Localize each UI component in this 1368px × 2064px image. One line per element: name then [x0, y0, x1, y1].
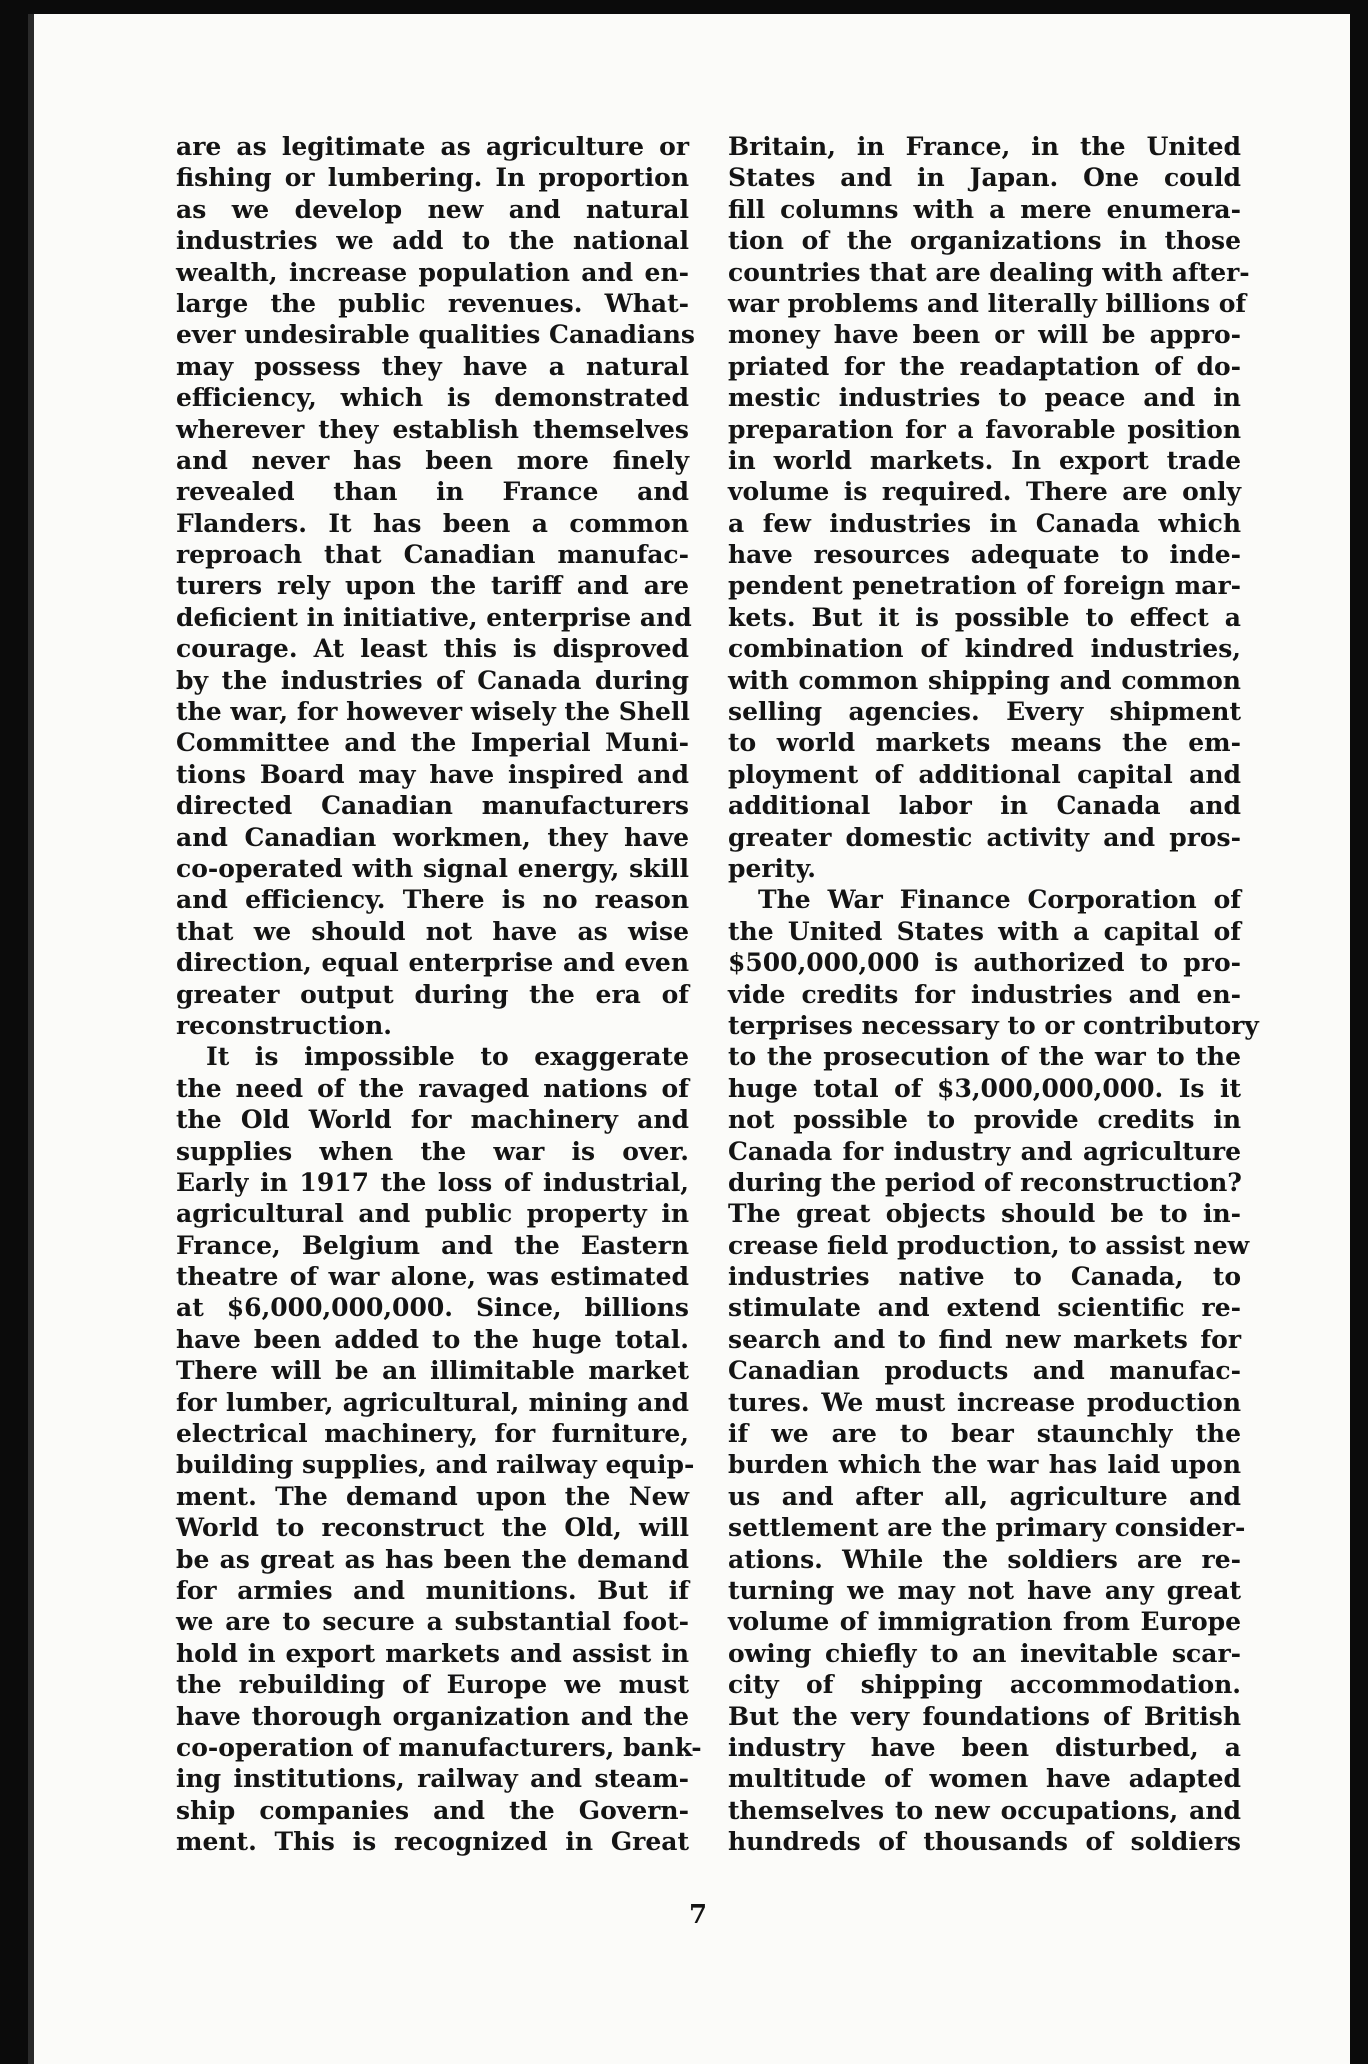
text-line: co-operated with signal energy, skill — [176, 853, 689, 883]
text-line: greater output during the era of — [176, 979, 689, 1009]
text-line: volume is required. There are only — [728, 477, 1241, 507]
text-line: to the prosecution of the war to the — [728, 1042, 1241, 1072]
document-page — [28, 14, 1350, 2064]
text-line: electrical machinery, for furniture, — [176, 1419, 689, 1449]
text-line: at $6,000,000,000. Since, billions — [176, 1293, 689, 1323]
paragraph — [176, 131, 695, 1041]
text-line: be as great as has been the demand — [176, 1544, 689, 1574]
text-line: fill columns with a mere enumera- — [728, 194, 1241, 224]
text-line: hold in export markets and assist in — [176, 1638, 689, 1668]
paragraph — [728, 884, 1259, 1857]
text-line: with common shipping and common — [728, 665, 1241, 695]
text-line: multitude of women have adapted — [728, 1764, 1241, 1794]
text-line: courage. At least this is disproved — [176, 634, 689, 664]
text-line: the United States with a capital of — [728, 916, 1241, 946]
text-line: The great objects should be to in- — [728, 1199, 1241, 1229]
paragraph — [176, 1041, 702, 1857]
text-line: during the period of reconstruction? — [728, 1167, 1242, 1197]
text-line: huge total of $3,000,000,000. Is it — [728, 1073, 1241, 1103]
text-line: tion of the organizations in those — [728, 226, 1241, 256]
text-line: and never has been more finely — [176, 445, 689, 475]
text-line: have been added to the huge total. — [176, 1324, 689, 1354]
text-line: There will be an illimitable market — [176, 1356, 689, 1386]
text-line: kets. But it is possible to effect a — [728, 602, 1241, 632]
text-line: Committee and the Imperial Muni- — [176, 728, 689, 758]
text-line: are as legitimate as agriculture or — [176, 132, 689, 161]
text-line: ing institutions, railway and steam- — [176, 1764, 689, 1794]
text-line: It is impossible to exaggerate — [206, 1042, 689, 1072]
text-line: States and in Japan. One could — [728, 163, 1241, 193]
text-line: a few industries in Canada which — [728, 508, 1241, 538]
text-line: owing chiefly to an inevitable scar- — [728, 1638, 1241, 1668]
text-line: ment. This is recognized in Great — [176, 1827, 689, 1857]
text-line: volume of immigration from Europe — [728, 1607, 1241, 1637]
text-line: as we develop new and natural — [176, 194, 689, 224]
text-line: hundreds of thousands of soldiers — [728, 1827, 1241, 1857]
text-line: may possess they have a natural — [176, 351, 689, 381]
text-line: industries we add to the national — [176, 226, 689, 256]
text-line: crease field production, to assist new — [728, 1230, 1250, 1260]
page-number: 7 — [688, 1900, 708, 1930]
text-line: war problems and literally billions of — [728, 288, 1247, 318]
text-line: efficiency, which is demonstrated — [176, 383, 689, 413]
text-line: turers rely upon the tariff and are — [176, 571, 689, 601]
text-line: preparation for a favorable position — [728, 414, 1241, 444]
text-line: ployment of additional capital and — [728, 759, 1241, 789]
text-line: Flanders. It has been a common — [176, 508, 689, 538]
text-line: priated for the readaptation of do- — [728, 351, 1241, 381]
text-line: But the very foundations of British — [728, 1701, 1241, 1731]
text-line: and efficiency. There is no reason — [176, 885, 689, 915]
text-line: us and after all, agriculture and — [728, 1481, 1241, 1511]
text-line: search and to find new markets for — [728, 1324, 1241, 1354]
text-line: wealth, increase population and en- — [176, 257, 689, 287]
text-line: we are to secure a substantial foot- — [176, 1607, 689, 1637]
text-line: deficient in initiative, enterprise and — [176, 602, 692, 632]
text-line: $500,000,000 is authorized to pro- — [728, 948, 1241, 978]
text-line: theatre of war alone, was estimated — [176, 1262, 689, 1292]
text-line: revealed than in France and — [176, 477, 689, 507]
text-line: supplies when the war is over. — [176, 1136, 689, 1166]
text-line: have thorough organization and the — [176, 1701, 689, 1731]
text-line: directed Canadian manufacturers — [176, 791, 689, 821]
text-line: Britain, in France, in the United — [728, 132, 1241, 161]
text-line: ship companies and the Govern- — [176, 1795, 689, 1825]
text-line: by the industries of Canada during — [176, 665, 689, 695]
text-line: direction, equal enterprise and even — [176, 948, 689, 978]
text-line: ever undesirable qualities Canadians — [176, 320, 695, 350]
text-line: large the public revenues. What- — [176, 288, 689, 318]
text-line: that we should not have as wise — [176, 916, 689, 946]
text-line: additional labor in Canada and — [728, 791, 1241, 821]
text-line: industries native to Canada, to — [728, 1262, 1241, 1292]
text-line: tures. We must increase production — [728, 1387, 1241, 1417]
text-line: the rebuilding of Europe we must — [176, 1670, 689, 1700]
text-line: themselves to new occupations, and — [728, 1795, 1241, 1825]
text-line: terprises necessary to or contributory — [728, 1010, 1259, 1040]
paragraph — [728, 131, 1250, 884]
text-line: turning we may not have any great — [728, 1575, 1241, 1605]
text-line: city of shipping accommodation. — [728, 1670, 1241, 1700]
text-line: mestic industries to peace and in — [728, 383, 1241, 413]
text-line: Canadian products and manufac- — [728, 1356, 1241, 1386]
text-line: co-operation of manufacturers, bank- — [176, 1732, 702, 1762]
text-line: France, Belgium and the Eastern — [176, 1230, 689, 1260]
text-line: World to reconstruct the Old, will — [176, 1513, 689, 1543]
text-line: greater domestic activity and pros- — [728, 822, 1241, 852]
text-line: have resources adequate to inde- — [728, 540, 1241, 570]
text-line: reproach that Canadian manufac- — [176, 540, 689, 570]
text-line: not possible to provide credits in — [728, 1105, 1241, 1135]
text-line: tions Board may have inspired and — [176, 759, 689, 789]
text-line: perity. — [728, 853, 816, 883]
text-line: agricultural and public property in — [176, 1199, 689, 1229]
text-line: in world markets. In export trade — [728, 445, 1241, 475]
text-line: if we are to bear staunchly the — [728, 1419, 1241, 1449]
text-line: for lumber, agricultural, mining and — [176, 1387, 689, 1417]
text-line: for armies and munitions. But if — [176, 1575, 689, 1605]
text-line: to world markets means the em- — [728, 728, 1241, 758]
text-line: Early in 1917 the loss of industrial, — [176, 1167, 689, 1197]
text-line: the need of the ravaged nations of — [176, 1073, 689, 1103]
text-line: stimulate and extend scientific re- — [728, 1293, 1241, 1323]
text-line: ment. The demand upon the New — [176, 1481, 689, 1511]
right-column — [728, 131, 1259, 1857]
text-line: fishing or lumbering. In proportion — [176, 163, 689, 193]
text-line: and Canadian workmen, they have — [176, 822, 689, 852]
text-line: selling agencies. Every shipment — [728, 697, 1241, 727]
text-line: Canada for industry and agriculture — [728, 1136, 1241, 1166]
text-line: settlement are the primary consider- — [728, 1513, 1246, 1543]
text-line: burden which the war has laid upon — [728, 1450, 1241, 1480]
text-line: reconstruction. — [176, 1010, 392, 1040]
left-column — [176, 131, 702, 1857]
text-line: the Old World for machinery and — [176, 1105, 689, 1135]
text-line: wherever they establish themselves — [176, 414, 689, 444]
text-line: the war, for however wisely the Shell — [176, 697, 690, 727]
text-line: countries that are dealing with after- — [728, 257, 1250, 287]
text-line: The War Finance Corporation of — [758, 885, 1241, 915]
text-line: building supplies, and railway equip- — [176, 1450, 695, 1480]
text-line: ations. While the soldiers are re- — [728, 1544, 1241, 1574]
text-line: pendent penetration of foreign mar- — [728, 571, 1241, 601]
text-line: combination of kindred industries, — [728, 634, 1241, 664]
text-line: industry have been disturbed, a — [728, 1732, 1241, 1762]
text-line: vide credits for industries and en- — [728, 979, 1241, 1009]
text-line: money have been or will be appro- — [728, 320, 1241, 350]
